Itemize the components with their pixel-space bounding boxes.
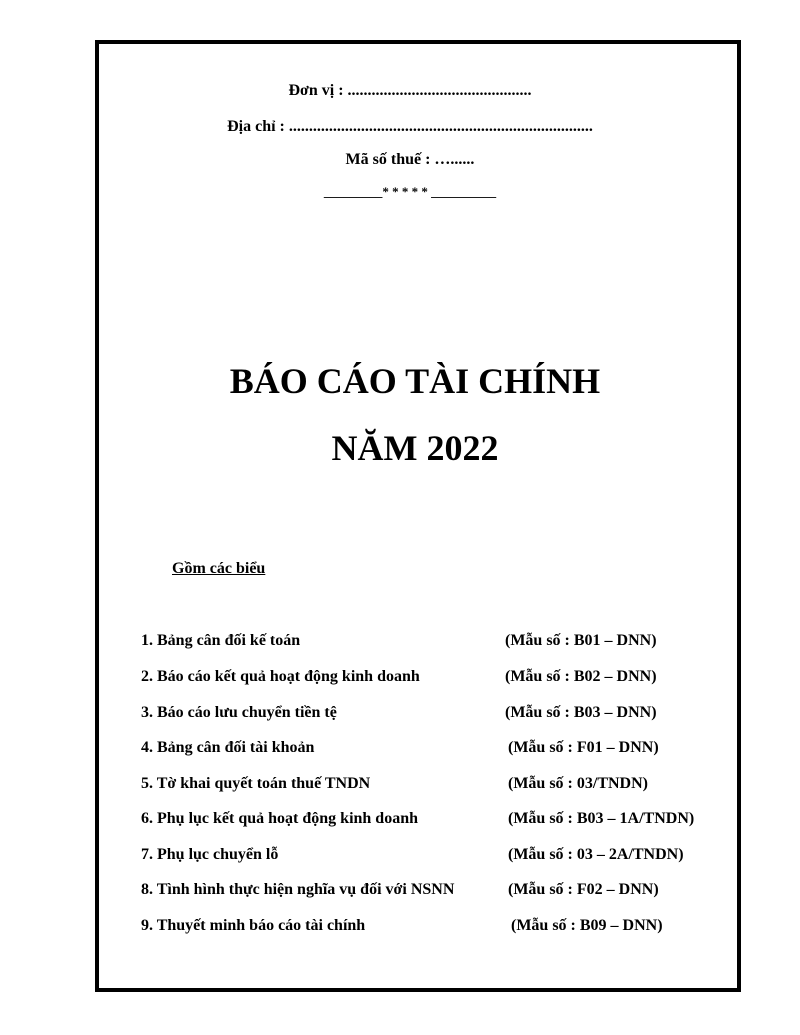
report-list-item <box>141 775 741 795</box>
report-form-code: (Mẫu số : B03 – DNN) <box>505 704 657 721</box>
report-name: 6. Phụ lục kết quả hoạt động kinh doanh <box>141 810 418 827</box>
report-name: 2. Báo cáo kết quả hoạt động kinh doanh <box>141 668 420 685</box>
report-form-code: (Mẫu số : B09 – DNN) <box>511 917 663 934</box>
report-name: 9. Thuyết minh báo cáo tài chính <box>141 917 366 934</box>
address-line: Địa chỉ : ............................................................................ <box>227 118 593 135</box>
report-name: 1. Bảng cân đối kế toán <box>141 632 301 649</box>
report-list-item <box>141 810 741 830</box>
document-title: BÁO CÁO TÀI CHÍNH <box>229 361 601 401</box>
includes-heading: Gồm các biểu <box>172 560 266 577</box>
report-name: 8. Tình hình thực hiện nghĩa vụ đối với NSNN <box>141 881 455 898</box>
report-list-item <box>141 881 741 901</box>
report-list-item <box>141 917 741 937</box>
report-form-code: (Mẫu số : 03 – 2A/TNDN) <box>508 846 684 863</box>
report-list-item <box>141 668 741 688</box>
report-name: 4. Bảng cân đối tài khoản <box>141 739 315 756</box>
report-name: 3. Báo cáo lưu chuyển tiền tệ <box>141 704 337 721</box>
tax-code-line: Mã số thuế : …...... <box>345 151 475 168</box>
header-separator: _________* * * * * __________ <box>323 184 497 199</box>
report-form-code: (Mẫu số : B02 – DNN) <box>505 668 657 685</box>
report-form-code: (Mẫu số : F01 – DNN) <box>508 739 659 756</box>
report-list-item <box>141 632 741 652</box>
report-form-code: (Mẫu số : F02 – DNN) <box>508 881 659 898</box>
document-year: NĂM 2022 <box>331 428 499 468</box>
report-form-code: (Mẫu số : B01 – DNN) <box>505 632 657 649</box>
report-list-item <box>141 846 741 866</box>
report-name: 7. Phụ lục chuyển lỗ <box>141 846 279 863</box>
report-list-item <box>141 739 741 759</box>
report-form-code: (Mẫu số : 03/TNDN) <box>508 775 648 792</box>
report-list-item <box>141 704 741 724</box>
report-form-code: (Mẫu số : B03 – 1A/TNDN) <box>508 810 695 827</box>
unit-line: Đơn vị : .............................................. <box>288 82 532 99</box>
report-name: 5. Tờ khai quyết toán thuế TNDN <box>141 775 371 792</box>
